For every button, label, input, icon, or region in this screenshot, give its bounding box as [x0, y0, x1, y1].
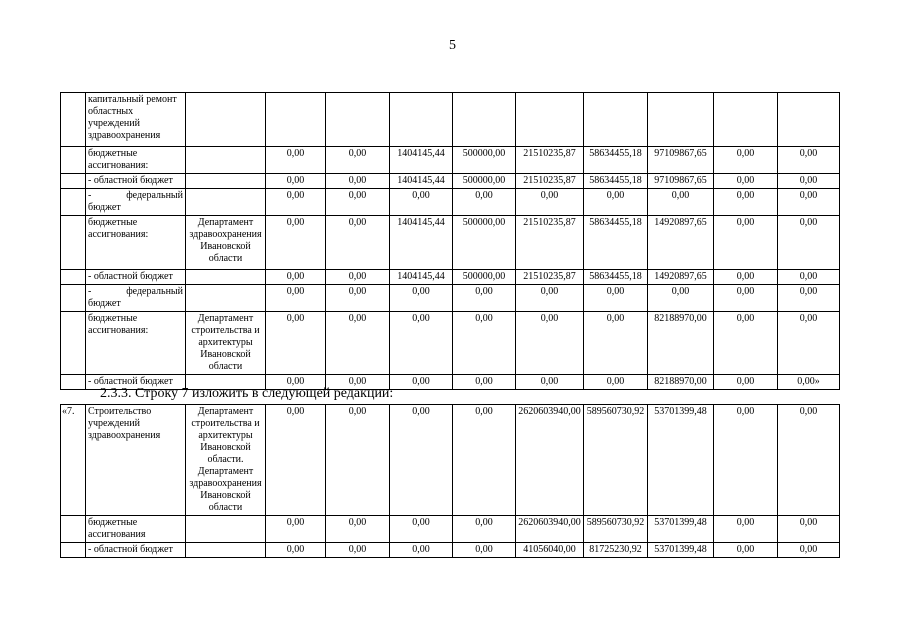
value-cell: 0,00: [453, 189, 516, 216]
row-name-cell: бюджетные ассигнования:: [86, 147, 186, 174]
value-cell: 0,00: [326, 216, 390, 270]
value-cell: 14920897,65: [648, 270, 714, 285]
value-cell: 500000,00: [453, 147, 516, 174]
value-cell: 0,00: [266, 375, 326, 390]
value-cell: 500000,00: [453, 270, 516, 285]
value-cell: 21510235,87: [516, 270, 584, 285]
row-name-dash: -: [88, 286, 92, 297]
value-cell: 0,00: [516, 375, 584, 390]
value-cell: 0,00: [326, 285, 390, 312]
value-cell: 21510235,87: [516, 216, 584, 270]
value-cell: 0,00: [266, 147, 326, 174]
row-index-cell: [61, 93, 86, 147]
value-cell: [390, 93, 453, 147]
value-cell: 0,00: [453, 543, 516, 558]
row-department-cell: [186, 93, 266, 147]
value-cell: 82188970,00: [648, 375, 714, 390]
row-department-cell: [186, 147, 266, 174]
value-cell: 500000,00: [453, 174, 516, 189]
value-cell: 0,00: [390, 312, 453, 375]
value-cell: 0,00: [778, 189, 840, 216]
value-cell: [266, 93, 326, 147]
value-cell: 589560730,92: [584, 516, 648, 543]
value-cell: 0,00: [266, 312, 326, 375]
value-cell: 0,00: [584, 312, 648, 375]
row-index-cell: [61, 270, 86, 285]
row-index-cell: [61, 147, 86, 174]
page-number: 5: [449, 38, 456, 53]
row-name-cell: - областной бюджет: [86, 543, 186, 558]
value-cell: 0,00: [326, 375, 390, 390]
value-cell: 1404145,44: [390, 174, 453, 189]
value-cell: 0,00: [266, 285, 326, 312]
row-name-cell: Строительство учреждений здравоохранения: [86, 405, 186, 516]
value-cell: 0,00: [266, 174, 326, 189]
value-cell: 0,00: [266, 216, 326, 270]
value-cell: [648, 93, 714, 147]
value-cell: 21510235,87: [516, 174, 584, 189]
value-cell: 0,00: [326, 189, 390, 216]
row-index-cell: [61, 312, 86, 375]
value-cell: 0,00: [326, 312, 390, 375]
row-name-cell: [86, 189, 186, 216]
value-cell: 0,00: [266, 189, 326, 216]
value-cell: 0,00: [326, 516, 390, 543]
table-row: [61, 93, 840, 147]
row-department-cell: [186, 543, 266, 558]
value-cell: 82188970,00: [648, 312, 714, 375]
value-cell: 0,00: [453, 285, 516, 312]
row-department-cell: [186, 270, 266, 285]
value-cell: 0,00: [778, 174, 840, 189]
value-cell: 0,00: [584, 285, 648, 312]
value-cell: 0,00: [516, 312, 584, 375]
table-row: [61, 174, 840, 189]
value-cell: 0,00: [390, 375, 453, 390]
value-cell: 0,00: [326, 405, 390, 516]
value-cell: 0,00: [714, 405, 778, 516]
value-cell: 97109867,65: [648, 147, 714, 174]
table-row: [61, 285, 840, 312]
value-cell: 0,00: [584, 189, 648, 216]
value-cell: 0,00: [778, 147, 840, 174]
value-cell: 0,00: [326, 270, 390, 285]
value-cell: [453, 93, 516, 147]
value-cell: 0,00: [453, 516, 516, 543]
row-index-cell: [61, 189, 86, 216]
value-cell: 0,00: [714, 312, 778, 375]
value-cell: 0,00: [266, 516, 326, 543]
row-name-cell: бюджетные ассигнования:: [86, 216, 186, 270]
row-name-cell: [86, 285, 186, 312]
value-cell: 58634455,18: [584, 174, 648, 189]
value-cell: 1404145,44: [390, 216, 453, 270]
value-cell: 0,00: [266, 270, 326, 285]
row-name-line2: бюджет: [88, 298, 121, 309]
value-cell: 2620603940,00: [516, 516, 584, 543]
value-cell: 0,00: [516, 285, 584, 312]
row-index-cell: [61, 285, 86, 312]
value-cell: 500000,00: [453, 216, 516, 270]
value-cell: 2620603940,00: [516, 405, 584, 516]
value-cell: 0,00: [266, 405, 326, 516]
value-cell: 0,00: [453, 375, 516, 390]
value-cell: [778, 93, 840, 147]
value-cell: 0,00: [778, 516, 840, 543]
value-cell: 1404145,44: [390, 147, 453, 174]
value-cell: 0,00»: [778, 375, 840, 390]
row-name-cell: - областной бюджет: [86, 174, 186, 189]
row-department-cell: [186, 516, 266, 543]
row-name-dash: -: [88, 190, 92, 201]
value-cell: 0,00: [714, 285, 778, 312]
value-cell: 97109867,65: [648, 174, 714, 189]
table-row: [61, 147, 840, 174]
value-cell: 0,00: [648, 285, 714, 312]
value-cell: 41056040,00: [516, 543, 584, 558]
table-row: [61, 405, 840, 516]
row-index-cell: [61, 216, 86, 270]
value-cell: 0,00: [326, 543, 390, 558]
value-cell: 0,00: [714, 270, 778, 285]
row-department-cell: Департамент строительства и архитектуры Ивановской области. Департамент здравоохранения Ивановской области: [186, 405, 266, 516]
row-index-cell: [61, 543, 86, 558]
table-row: [61, 312, 840, 375]
value-cell: 0,00: [714, 375, 778, 390]
value-cell: 0,00: [714, 516, 778, 543]
row-index-cell: [61, 174, 86, 189]
value-cell: 0,00: [778, 270, 840, 285]
value-cell: 14920897,65: [648, 216, 714, 270]
table-row: [61, 216, 840, 270]
value-cell: 589560730,92: [584, 405, 648, 516]
value-cell: 0,00: [648, 189, 714, 216]
row-index-cell: [61, 375, 86, 390]
row-name-cell: капитальный ремонт областных учреждений здравоохранения: [86, 93, 186, 147]
budget-table-lower: [60, 404, 840, 558]
value-cell: 0,00: [390, 189, 453, 216]
value-cell: [516, 93, 584, 147]
value-cell: 0,00: [714, 189, 778, 216]
value-cell: 21510235,87: [516, 147, 584, 174]
value-cell: 0,00: [390, 405, 453, 516]
row-department-cell: Департамент здравоохранения Ивановской области: [186, 216, 266, 270]
table-row: [61, 516, 840, 543]
row-name-cell: бюджетные ассигнования:: [86, 312, 186, 375]
table-row: [61, 270, 840, 285]
value-cell: 58634455,18: [584, 270, 648, 285]
row-index-cell: «7.: [61, 405, 86, 516]
value-cell: 0,00: [714, 174, 778, 189]
value-cell: 0,00: [390, 516, 453, 543]
row-name-line2: бюджет: [88, 202, 121, 213]
value-cell: 0,00: [778, 405, 840, 516]
table-row: [61, 543, 840, 558]
value-cell: 0,00: [778, 543, 840, 558]
value-cell: 0,00: [714, 543, 778, 558]
value-cell: [584, 93, 648, 147]
value-cell: 58634455,18: [584, 147, 648, 174]
value-cell: 53701399,48: [648, 405, 714, 516]
row-name-cell: бюджетные ассигнования: [86, 516, 186, 543]
row-department-cell: [186, 174, 266, 189]
value-cell: 0,00: [453, 312, 516, 375]
section-heading: 2.3.3. Строку 7 изложить в следующей редакции:: [100, 386, 394, 401]
value-cell: 53701399,48: [648, 516, 714, 543]
budget-table-upper: [60, 92, 840, 390]
row-department-cell: Департамент строительства и архитектуры Ивановской области: [186, 312, 266, 375]
value-cell: 0,00: [516, 189, 584, 216]
value-cell: 0,00: [778, 216, 840, 270]
row-name-cell: - областной бюджет: [86, 270, 186, 285]
value-cell: 0,00: [778, 312, 840, 375]
value-cell: 0,00: [714, 216, 778, 270]
row-name-line1: [88, 190, 183, 202]
row-index-cell: [61, 516, 86, 543]
value-cell: 0,00: [390, 543, 453, 558]
value-cell: 0,00: [778, 285, 840, 312]
row-name-cell: - областной бюджет: [86, 375, 186, 390]
value-cell: 0,00: [390, 285, 453, 312]
table-row: [61, 189, 840, 216]
row-department-cell: [186, 285, 266, 312]
value-cell: 58634455,18: [584, 216, 648, 270]
row-name-line1: [88, 286, 183, 298]
value-cell: 0,00: [266, 543, 326, 558]
value-cell: 0,00: [714, 147, 778, 174]
value-cell: 0,00: [326, 147, 390, 174]
row-name-text: федеральный: [126, 190, 183, 201]
value-cell: 81725230,92: [584, 543, 648, 558]
row-name-text: федеральный: [126, 286, 183, 297]
value-cell: 0,00: [584, 375, 648, 390]
value-cell: 0,00: [326, 174, 390, 189]
value-cell: 53701399,48: [648, 543, 714, 558]
value-cell: [714, 93, 778, 147]
value-cell: [326, 93, 390, 147]
value-cell: 1404145,44: [390, 270, 453, 285]
row-department-cell: [186, 189, 266, 216]
value-cell: 0,00: [453, 405, 516, 516]
